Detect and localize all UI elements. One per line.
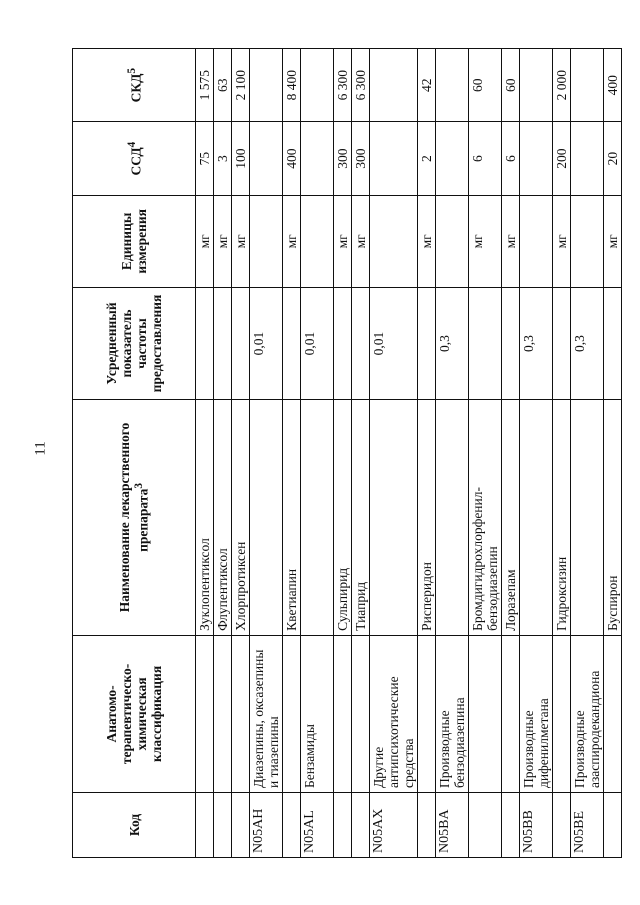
cell-unit: мг <box>553 195 571 287</box>
cell-code: N05BB <box>520 793 553 858</box>
cell-atc: Другие антипсихотические средства <box>370 635 418 792</box>
cell-avg <box>553 287 571 399</box>
cell-code <box>196 793 214 858</box>
cell-name: Кветиапин <box>283 400 301 636</box>
cell-code <box>553 793 571 858</box>
cell-unit <box>520 195 553 287</box>
cell-name: Гидроксизин <box>553 400 571 636</box>
cell-avg <box>214 287 232 399</box>
cell-avg <box>334 287 352 399</box>
cell-unit <box>301 195 334 287</box>
cell-unit: мг <box>283 195 301 287</box>
cell-unit: мг <box>418 195 436 287</box>
cell-atc: Бензамиды <box>301 635 334 792</box>
cell-avg <box>418 287 436 399</box>
cell-name: Бромдигидрохлорфенил-бензодиазепин <box>469 400 502 636</box>
cell-code <box>232 793 250 858</box>
header-skd-text: СКД <box>128 73 144 103</box>
cell-atc <box>469 635 502 792</box>
cell-code <box>502 793 520 858</box>
cell-skd <box>301 49 334 122</box>
cell-atc <box>334 635 352 792</box>
table-row <box>604 49 622 858</box>
cell-avg <box>352 287 370 399</box>
cell-avg: 0,01 <box>301 287 334 399</box>
cell-name: Зуклопентиксол <box>196 400 214 636</box>
cell-name: Рисперидон <box>418 400 436 636</box>
cell-skd: 2 100 <box>232 49 250 122</box>
header-name <box>73 400 196 636</box>
cell-ssd: 6 <box>469 122 502 195</box>
cell-unit: мг <box>196 195 214 287</box>
cell-unit <box>250 195 283 287</box>
cell-name: Сульпирид <box>334 400 352 636</box>
cell-code <box>469 793 502 858</box>
header-code: Код <box>73 793 196 858</box>
cell-skd: 60 <box>502 49 520 122</box>
cell-code: N05BE <box>571 793 604 858</box>
cell-avg: 0,01 <box>370 287 418 399</box>
cell-avg <box>232 287 250 399</box>
header-ssd-footnote: 4 <box>125 141 138 148</box>
cell-ssd: 300 <box>352 122 370 195</box>
table-row <box>214 49 232 858</box>
cell-ssd <box>301 122 334 195</box>
drug-table <box>72 48 622 858</box>
cell-code: N05BA <box>436 793 469 858</box>
cell-code <box>604 793 622 858</box>
cell-code: N05AL <box>301 793 334 858</box>
cell-name <box>436 400 469 636</box>
cell-code <box>418 793 436 858</box>
header-atc: Анатомо-терапевтическо-химическая классификация <box>73 635 196 792</box>
table-row <box>232 49 250 858</box>
header-ssd <box>73 122 196 195</box>
cell-unit: мг <box>214 195 232 287</box>
cell-ssd: 300 <box>334 122 352 195</box>
page-number: 11 <box>32 441 49 456</box>
cell-ssd: 400 <box>283 122 301 195</box>
cell-avg <box>196 287 214 399</box>
header-avg: Усредненный показатель частоты предоставления <box>73 287 196 399</box>
header-unit: Единицы измерения <box>73 195 196 287</box>
cell-name: Флупентиксол <box>214 400 232 636</box>
cell-unit <box>571 195 604 287</box>
table-row <box>301 49 334 858</box>
cell-skd: 6 300 <box>334 49 352 122</box>
cell-avg <box>502 287 520 399</box>
cell-skd: 1 575 <box>196 49 214 122</box>
cell-avg <box>604 287 622 399</box>
cell-ssd <box>250 122 283 195</box>
table-row <box>370 49 418 858</box>
cell-avg: 0,01 <box>250 287 283 399</box>
cell-avg: 0,3 <box>436 287 469 399</box>
cell-atc <box>283 635 301 792</box>
cell-ssd <box>370 122 418 195</box>
table-row <box>502 49 520 858</box>
cell-unit <box>370 195 418 287</box>
cell-ssd: 100 <box>232 122 250 195</box>
cell-code <box>283 793 301 858</box>
cell-skd: 63 <box>214 49 232 122</box>
cell-unit: мг <box>604 195 622 287</box>
cell-ssd <box>520 122 553 195</box>
cell-skd: 6 300 <box>352 49 370 122</box>
cell-avg <box>283 287 301 399</box>
table-row <box>520 49 553 858</box>
table-row <box>334 49 352 858</box>
table-row <box>352 49 370 858</box>
cell-atc <box>352 635 370 792</box>
table-row <box>250 49 283 858</box>
cell-unit: мг <box>334 195 352 287</box>
cell-code <box>214 793 232 858</box>
table-row <box>469 49 502 858</box>
cell-skd: 400 <box>604 49 622 122</box>
header-name-footnote: 3 <box>133 483 146 489</box>
cell-ssd: 2 <box>418 122 436 195</box>
cell-name: Лоразепам <box>502 400 520 636</box>
cell-name <box>520 400 553 636</box>
table-row <box>418 49 436 858</box>
cell-atc <box>502 635 520 792</box>
cell-skd <box>250 49 283 122</box>
rotated-table-container <box>72 48 620 858</box>
header-ssd-text: ССД <box>128 147 144 176</box>
cell-avg <box>469 287 502 399</box>
cell-ssd: 200 <box>553 122 571 195</box>
cell-name <box>370 400 418 636</box>
cell-name: Буспирон <box>604 400 622 636</box>
cell-atc <box>196 635 214 792</box>
cell-skd: 60 <box>469 49 502 122</box>
cell-atc <box>418 635 436 792</box>
table-row <box>571 49 604 858</box>
cell-atc <box>553 635 571 792</box>
table-body <box>196 49 622 858</box>
cell-name: Тиаприд <box>352 400 370 636</box>
cell-skd: 8 400 <box>283 49 301 122</box>
cell-unit: мг <box>232 195 250 287</box>
cell-ssd: 75 <box>196 122 214 195</box>
cell-ssd: 20 <box>604 122 622 195</box>
cell-ssd <box>436 122 469 195</box>
cell-ssd: 6 <box>502 122 520 195</box>
table-row <box>436 49 469 858</box>
cell-skd <box>520 49 553 122</box>
cell-name <box>250 400 283 636</box>
cell-code <box>334 793 352 858</box>
cell-atc <box>232 635 250 792</box>
cell-skd <box>436 49 469 122</box>
cell-unit: мг <box>502 195 520 287</box>
table-row <box>553 49 571 858</box>
cell-skd <box>571 49 604 122</box>
cell-atc: Производные азаспиродекандиона <box>571 635 604 792</box>
table-row <box>283 49 301 858</box>
cell-unit: мг <box>469 195 502 287</box>
cell-code: N05AH <box>250 793 283 858</box>
cell-name <box>301 400 334 636</box>
cell-ssd <box>571 122 604 195</box>
cell-ssd: 3 <box>214 122 232 195</box>
cell-atc: Производные дифенилметана <box>520 635 553 792</box>
table-header-row <box>73 49 196 858</box>
cell-name: Хлорпротиксен <box>232 400 250 636</box>
cell-code <box>352 793 370 858</box>
table-row <box>196 49 214 858</box>
cell-atc <box>604 635 622 792</box>
header-name-text: Наименование лекарственного препарата <box>117 422 151 613</box>
cell-skd: 2 000 <box>553 49 571 122</box>
cell-skd: 42 <box>418 49 436 122</box>
cell-atc: Диазепины, оксазепины и тиазепины <box>250 635 283 792</box>
cell-avg: 0,3 <box>571 287 604 399</box>
cell-skd <box>370 49 418 122</box>
cell-unit <box>436 195 469 287</box>
cell-name <box>571 400 604 636</box>
header-skd-footnote: 5 <box>125 67 138 74</box>
cell-atc <box>214 635 232 792</box>
cell-code: N05AX <box>370 793 418 858</box>
cell-unit: мг <box>352 195 370 287</box>
header-skd <box>73 49 196 122</box>
cell-atc: Производные бензодиазепина <box>436 635 469 792</box>
cell-avg: 0,3 <box>520 287 553 399</box>
